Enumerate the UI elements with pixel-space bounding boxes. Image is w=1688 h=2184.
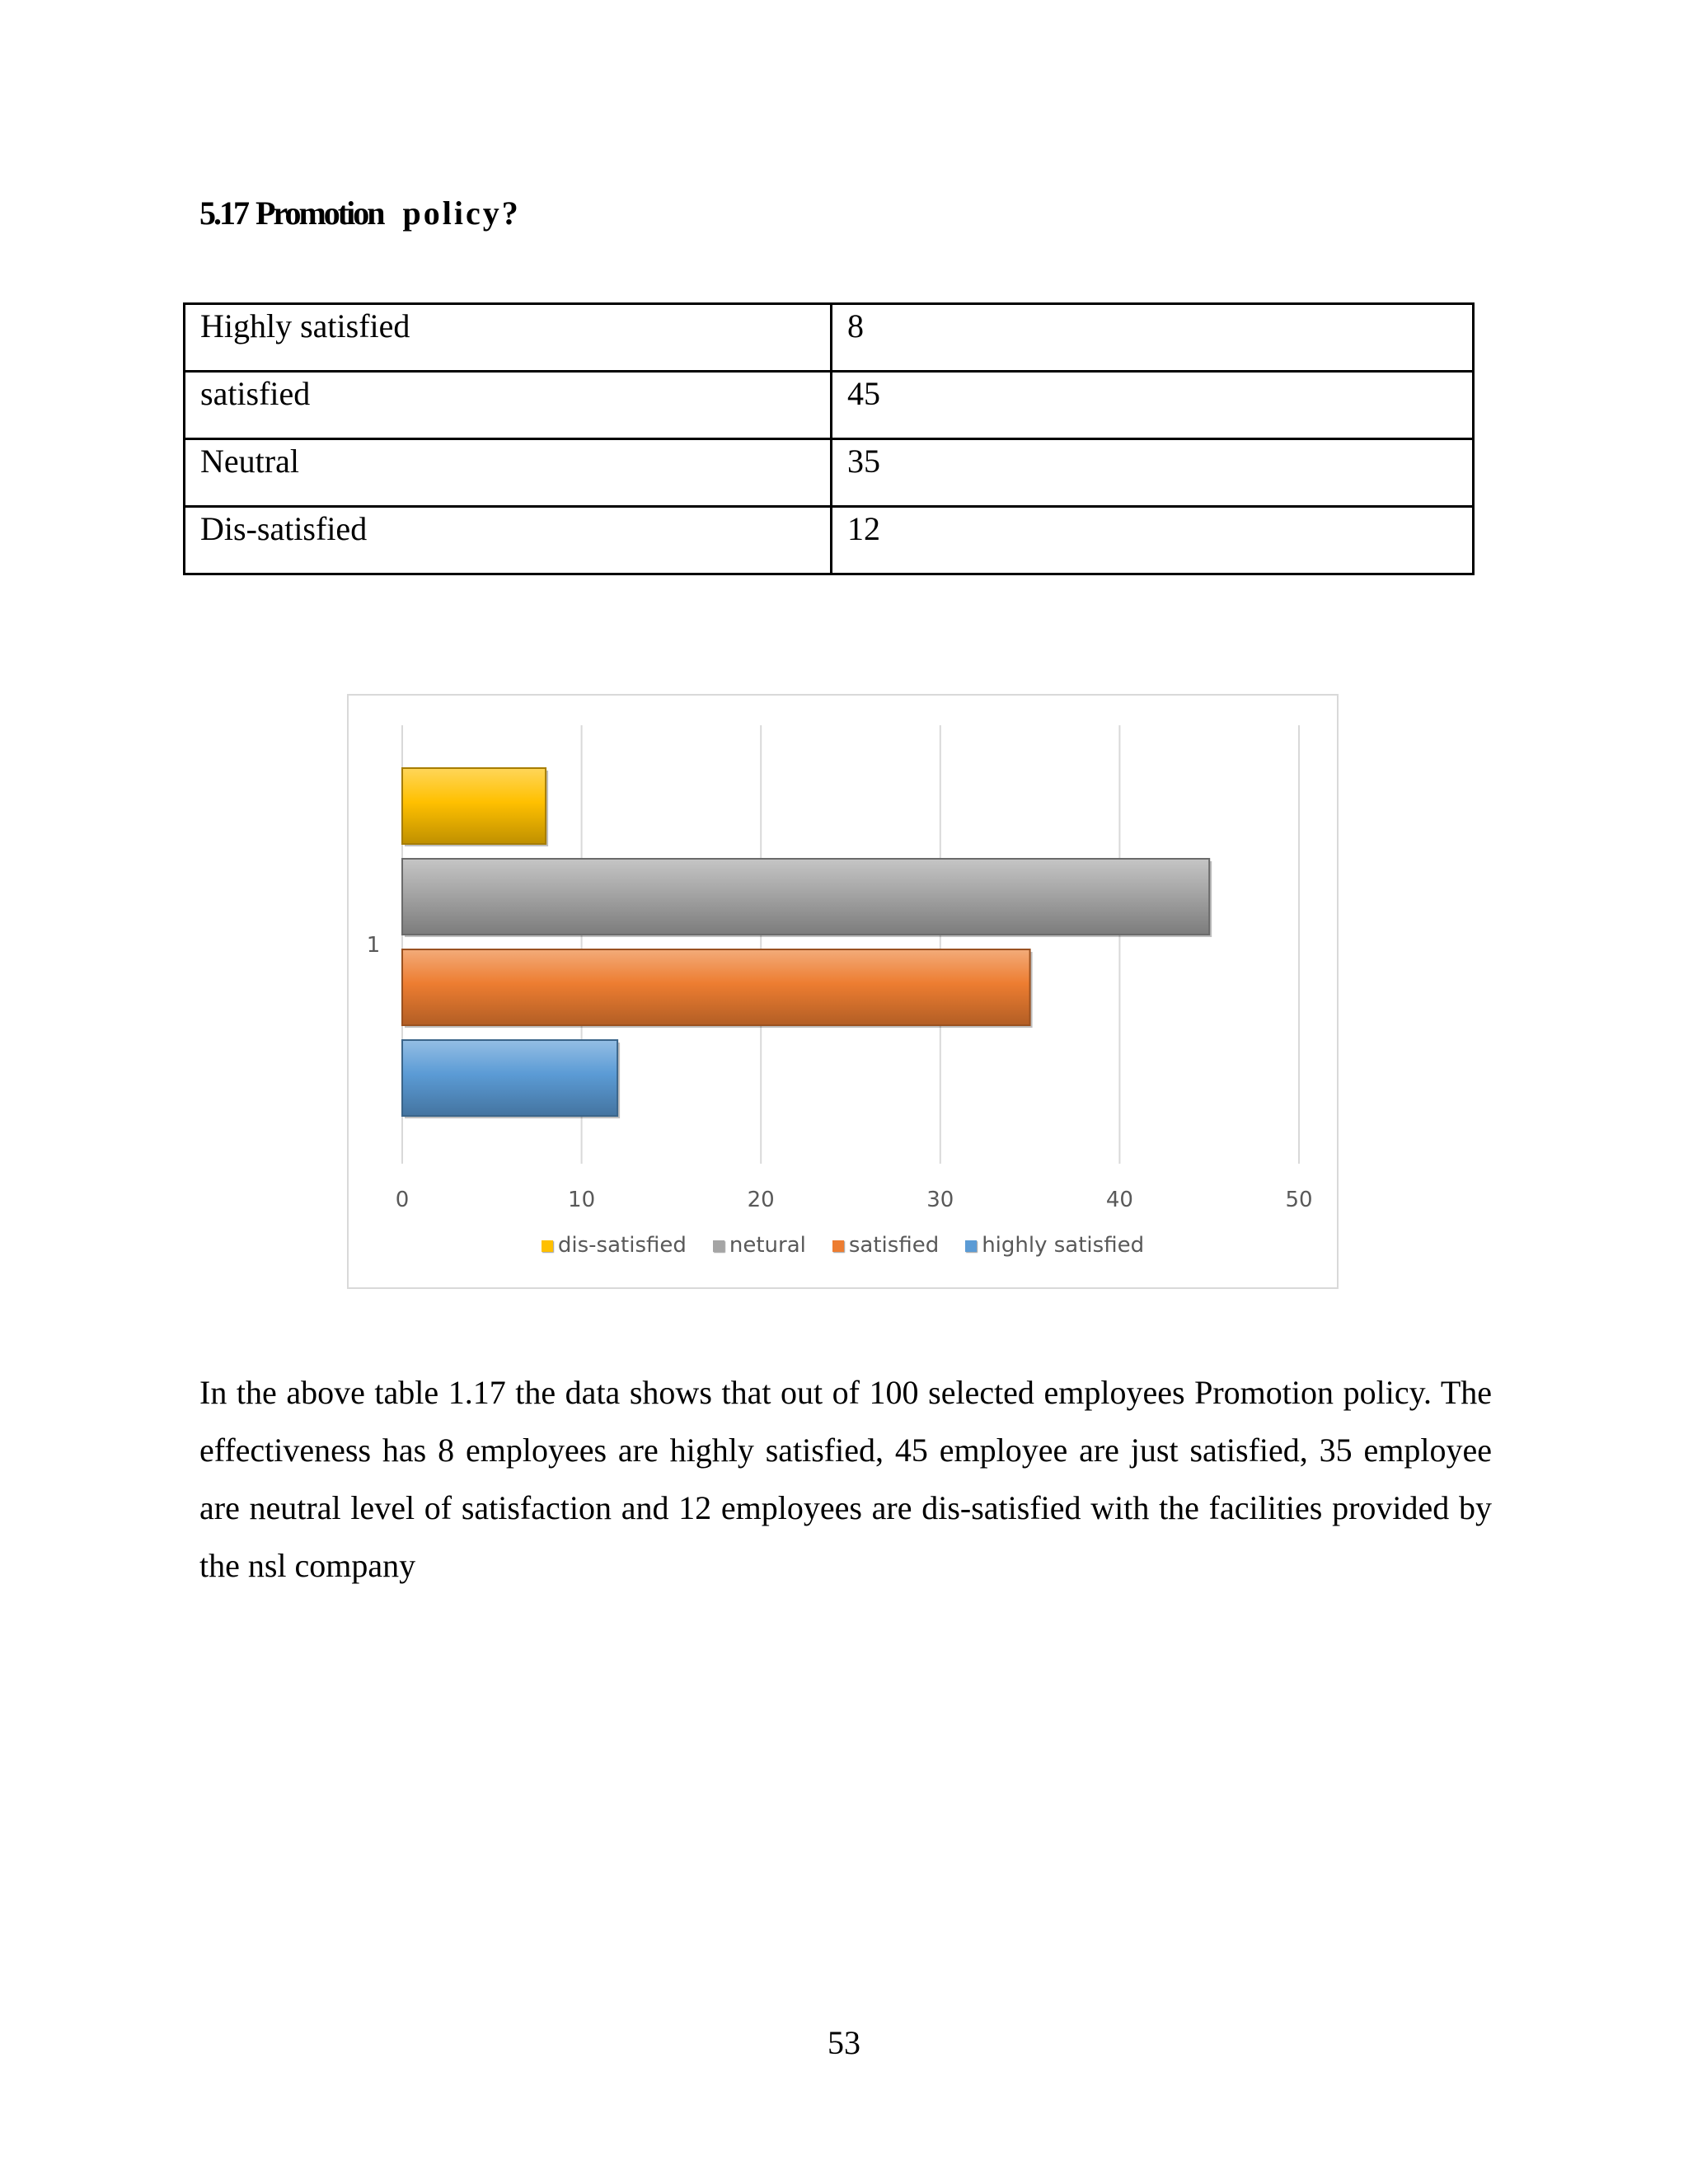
legend-item: [542, 1233, 687, 1258]
x-tick-label: 40: [1105, 1188, 1133, 1212]
table-cell-label: satisfied: [185, 372, 832, 439]
legend-swatch: [542, 1240, 553, 1252]
legend-item: [713, 1233, 806, 1258]
legend-label: netural: [729, 1233, 806, 1258]
page-number: 53: [828, 2024, 860, 2061]
x-tick-label: 50: [1285, 1188, 1313, 1212]
chart-legend: [349, 1233, 1337, 1258]
table-cell-label: Dis-satisfied: [185, 507, 832, 574]
x-tick-label: 10: [568, 1188, 596, 1212]
bar-dis-satisfied: [402, 768, 546, 844]
legend-swatch: [832, 1240, 844, 1252]
bar-chart: [347, 694, 1339, 1289]
legend-item: [965, 1233, 1144, 1258]
section-heading: [199, 194, 521, 232]
legend-label: satisfied: [848, 1233, 940, 1258]
x-tick-label: 30: [926, 1188, 954, 1212]
table-cell-label: Neutral: [185, 439, 832, 507]
x-tick-label: 0: [395, 1188, 410, 1212]
section-title-word: Promotion: [256, 194, 383, 232]
legend-swatch: [965, 1240, 977, 1252]
table-cell-value: 12: [832, 507, 1474, 574]
legend-label: highly satisfied: [982, 1233, 1145, 1258]
bar-satisfied: [402, 949, 1030, 1025]
table-cell-label: Highly satisfied: [185, 304, 832, 372]
legend-swatch: [713, 1240, 724, 1252]
table-row: [185, 439, 1474, 507]
x-tick-label: 20: [747, 1188, 775, 1212]
section-title-policy: policy?: [402, 194, 521, 232]
table-row: [185, 372, 1474, 439]
table-cell-value: 35: [832, 439, 1474, 507]
response-table: [183, 302, 1475, 575]
body-paragraph: In the above table 1.17 the data shows that out of 100 selected employees Promotion policy. The effectiveness has 8 employees are highly satisfied, 45 employee are just satisfied, 35 employee are neutral level of satisfaction and 12 employees are dis-satisfied with the facilities provided by the nsl company: [199, 1374, 1492, 1584]
table-row: [185, 304, 1474, 372]
legend-item: [832, 1233, 939, 1258]
chart-plot: [349, 696, 1337, 1223]
y-category-label: 1: [366, 933, 381, 958]
bar-netural: [402, 859, 1209, 935]
section-number: 5.17: [199, 194, 247, 232]
bar-highly-satisfied: [402, 1040, 617, 1116]
table-cell-value: 45: [832, 372, 1474, 439]
legend-label: dis-satisfied: [557, 1233, 687, 1258]
table-cell-value: 8: [832, 304, 1474, 372]
table-row: [185, 507, 1474, 574]
